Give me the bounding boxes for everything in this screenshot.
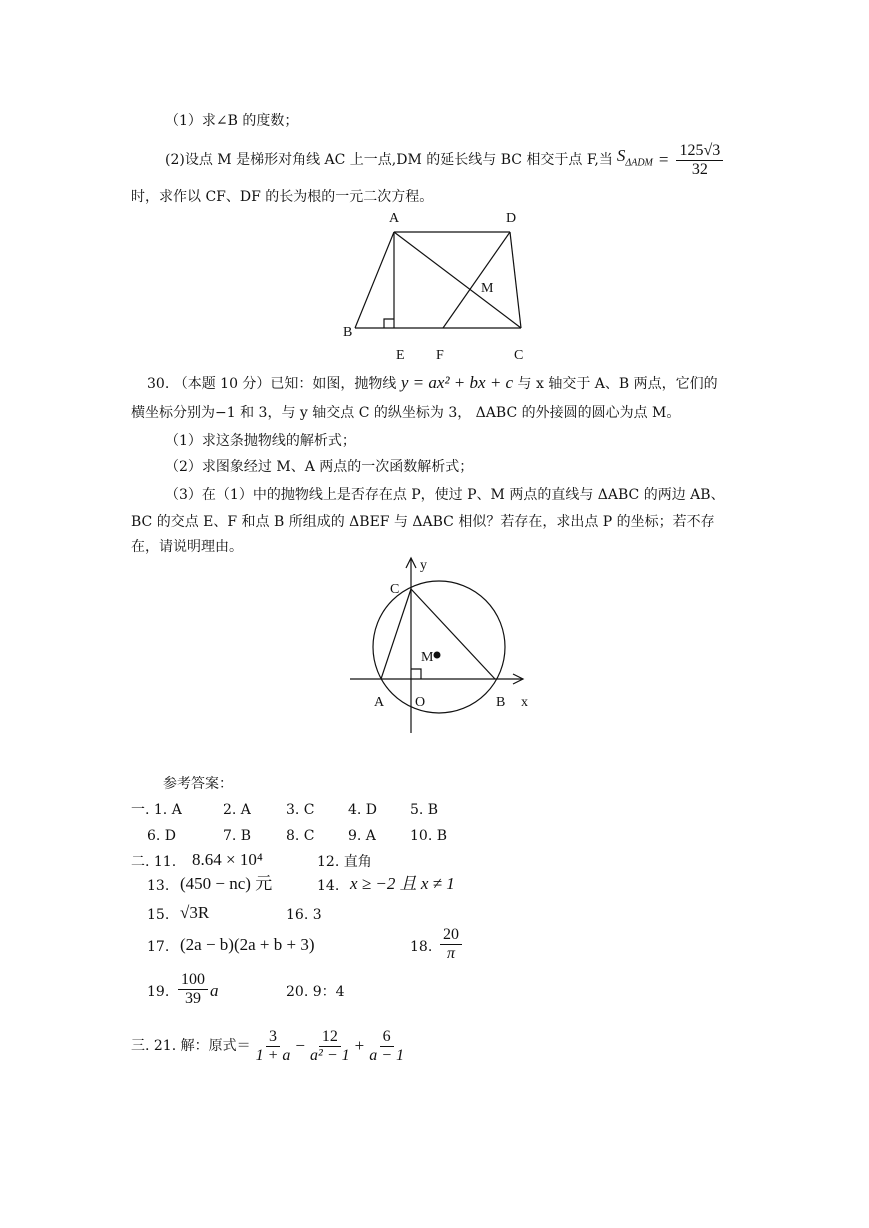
answer-row-2-item: 8. C bbox=[286, 828, 315, 844]
label-f: F bbox=[436, 348, 444, 363]
q29-area-denominator: 32 bbox=[691, 160, 708, 178]
label-a: A bbox=[374, 695, 385, 710]
answer-15-label: 15. bbox=[147, 907, 170, 923]
answer-row-1-item: 2. A bbox=[223, 802, 251, 818]
label-d: D bbox=[506, 211, 517, 226]
answer-19-numerator: 100 bbox=[178, 971, 208, 990]
answer-row-2-item: 9. A bbox=[348, 828, 376, 844]
answer-row-2-item: 10. B bbox=[410, 828, 448, 844]
label-b: B bbox=[496, 695, 506, 710]
diagonal-ac bbox=[394, 232, 521, 328]
answer-13: (450 − nc) 元 bbox=[180, 874, 273, 893]
answer-17: (2a − b)(2a + b + 3) bbox=[180, 935, 315, 954]
q30-intro-end: 与 x 轴交于 A、B 两点，它们的 bbox=[517, 376, 718, 392]
label-a: A bbox=[389, 211, 400, 226]
fraction-denominator: a² − 1 bbox=[310, 1046, 350, 1064]
q30-parabola-equation: y = ax² + bx + c bbox=[400, 373, 514, 392]
answer-21-fraction-1 bbox=[253, 1028, 294, 1065]
label-e: E bbox=[396, 348, 405, 363]
label-m: M bbox=[481, 281, 494, 296]
answer-row-2-item: 7. B bbox=[223, 828, 252, 844]
q29-part2-line2: 时，求作以 CF、DF 的长为根的一元二次方程。 bbox=[131, 189, 434, 205]
answer-21-fraction-2 bbox=[307, 1028, 353, 1065]
q29-part2-line1 bbox=[165, 140, 725, 180]
answer-11: 8.64 × 10⁴ bbox=[192, 850, 263, 869]
fraction-numerator: 6 bbox=[380, 1028, 394, 1047]
answer-18-denominator: π bbox=[446, 945, 455, 962]
q29-area-numerator: 125√3 bbox=[676, 142, 723, 161]
q30-intro: 30. （本题 10 分）已知：如图，抛物线 bbox=[147, 376, 397, 392]
answer-19-fraction bbox=[178, 971, 208, 1008]
label-b: B bbox=[343, 325, 353, 340]
answer-18-numerator: 20 bbox=[440, 926, 462, 945]
answer-15: √3R bbox=[180, 903, 210, 922]
q29-part1: （1）求∠B 的度数； bbox=[165, 113, 299, 129]
right-angle-mark bbox=[384, 319, 394, 328]
side-ab bbox=[355, 232, 394, 328]
center-m-dot bbox=[434, 652, 441, 659]
answer-row-1-item: 3. C bbox=[286, 802, 315, 818]
q30-part3-line1: （3）在（1）中的抛物线上是否存在点 P，使过 P、M 两点的直线与 ΔABC 的两边 AB、 bbox=[165, 487, 725, 503]
answer-14: x ≥ −2 且 x ≠ 1 bbox=[350, 874, 455, 893]
side-ac bbox=[381, 589, 411, 679]
q30-line1 bbox=[147, 374, 718, 393]
label-x: x bbox=[521, 695, 528, 710]
label-y: y bbox=[420, 558, 427, 573]
q29-part2-text: (2)设点 M 是梯形对角线 AC 上一点,DM 的延长线与 BC 相交于点 F,当 bbox=[165, 152, 613, 168]
answer-18-fraction bbox=[440, 926, 462, 963]
q30-line2: 横坐标分别为−1 和 3，与 y 轴交点 C 的纵坐标为 3， ΔABC 的外接圆的圆心为点 M。 bbox=[131, 405, 681, 421]
q29-area-fraction bbox=[676, 142, 723, 179]
fraction-denominator: a − 1 bbox=[369, 1046, 404, 1064]
q29-equals: = bbox=[658, 150, 669, 169]
line-df bbox=[443, 232, 510, 328]
side-dc bbox=[510, 232, 521, 328]
circumcircle bbox=[373, 581, 505, 713]
answer-17-label: 17. bbox=[147, 939, 170, 955]
answer-21 bbox=[131, 1024, 409, 1068]
answer-14-label: 14. bbox=[317, 878, 340, 894]
answers-title: 参考答案： bbox=[163, 776, 233, 792]
answer-20: 20. 9：4 bbox=[286, 984, 345, 1000]
label-c: C bbox=[514, 348, 524, 363]
fraction-numerator: 12 bbox=[319, 1028, 341, 1047]
q30-part3-line2: BC 的交点 E、F 和点 B 所组成的 ΔBEF 与 ΔABC 相似？若存在，求出点 P 的坐标；若不存 bbox=[131, 514, 715, 530]
q29-area-symbol: $S_{\Delta ADM}$ bbox=[616, 146, 653, 169]
answer-row-1-item: 一. 1. A bbox=[131, 802, 182, 818]
answer-row-1-item: 5. B bbox=[410, 802, 439, 818]
answer-19-variable: a bbox=[210, 981, 219, 1000]
q30-part2: （2）求图象经过 M、A 两点的一次函数解析式； bbox=[165, 459, 474, 475]
circle-figure bbox=[345, 553, 565, 743]
answer-row-2-item: 6. D bbox=[147, 828, 177, 844]
trapezoid-figure bbox=[335, 205, 555, 365]
plus-sign: + bbox=[354, 1036, 365, 1055]
q30-part1: （1）求这条抛物线的解析式； bbox=[165, 433, 356, 449]
right-angle-mark bbox=[411, 669, 421, 679]
answer-13-label: 13. bbox=[147, 878, 170, 894]
answer-11-label: 二. 11. bbox=[131, 854, 177, 870]
fraction-denominator: 1 + a bbox=[255, 1046, 291, 1064]
side-cb bbox=[411, 589, 495, 679]
answer-21-fraction-3 bbox=[366, 1028, 407, 1065]
answer-18-label: 18. bbox=[410, 939, 433, 955]
label-m: M bbox=[421, 650, 434, 665]
answer-row-1-item: 4. D bbox=[348, 802, 378, 818]
answer-12: 12. 直角 bbox=[317, 854, 372, 870]
answer-19-denominator: 39 bbox=[185, 990, 201, 1007]
answer-16: 16. 3 bbox=[286, 907, 322, 923]
label-o: O bbox=[415, 695, 426, 710]
fraction-numerator: 3 bbox=[266, 1028, 280, 1047]
answer-21-label: 三. 21. 解：原式＝ bbox=[131, 1038, 251, 1054]
answer-19-label: 19. bbox=[147, 984, 170, 1000]
q30-part3-line3: 在，请说明理由。 bbox=[131, 539, 243, 555]
label-c: C bbox=[390, 582, 400, 597]
minus-sign: − bbox=[295, 1036, 306, 1055]
